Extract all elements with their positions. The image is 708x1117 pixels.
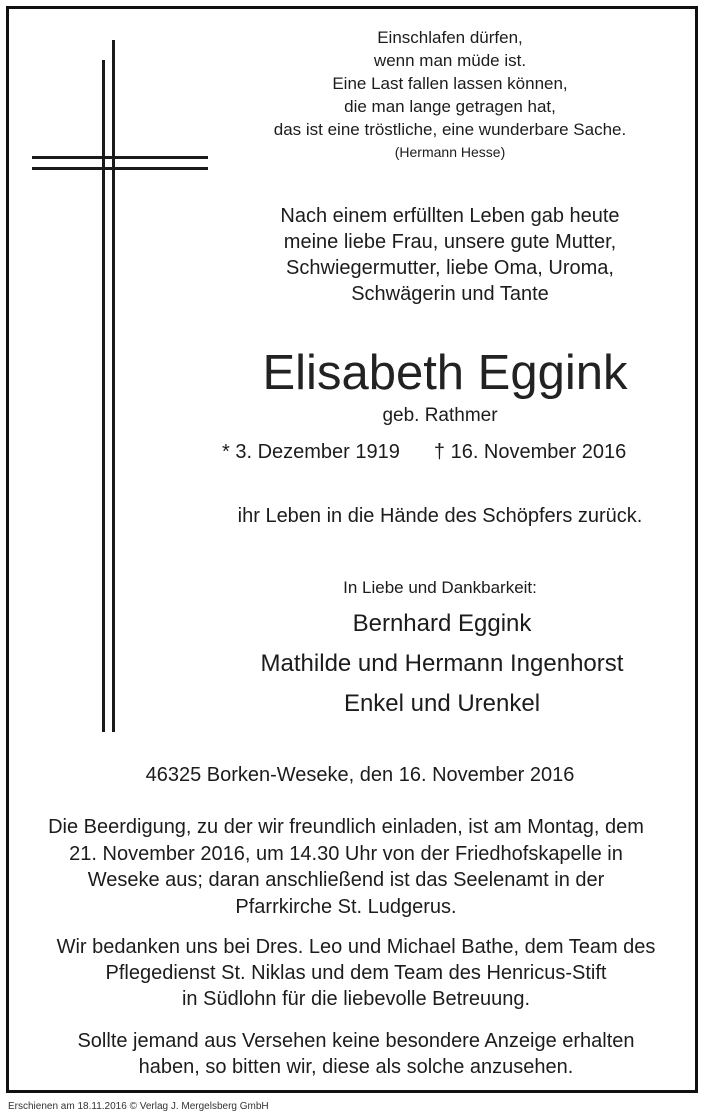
gratitude-line: Wir bedanken uns bei Dres. Leo und Michael Bathe, dem Team des [56, 936, 656, 958]
funeral-line: Die Beerdigung, zu der wir freundlich einladen, ist am Montag, dem [48, 816, 644, 838]
intro-line: Schwägerin und Tante [351, 283, 549, 305]
gratitude-block [16, 934, 696, 1012]
deceased-name: Elisabeth Eggink [262, 346, 628, 400]
intro-block [240, 203, 660, 307]
mourner-name: Mathilde und Hermann Ingenhorst [260, 650, 624, 677]
return-line: ihr Leben in die Hände des Schöpfers zurück. [237, 505, 643, 527]
poem-line: die man lange getragen hat, [344, 97, 556, 116]
poem-block [240, 26, 660, 163]
mourners-intro: In Liebe und Dankbarkeit: [343, 578, 537, 597]
place-date: 46325 Borken-Weseke, den 16. November 2016 [145, 764, 575, 786]
mourner-name: Bernhard Eggink [352, 610, 532, 637]
gratitude-line: in Südlohn für die liebevolle Betreuung. [181, 988, 531, 1010]
funeral-line: Pfarrkirche St. Ludgerus. [235, 895, 457, 918]
funeral-line: 21. November 2016, um 14.30 Uhr von der Friedhofskapelle in [69, 842, 623, 865]
mourners-list [212, 604, 672, 724]
gratitude-line: Pflegedienst St. Niklas und dem Team des Henricus-Stift [105, 962, 607, 984]
poem-line: Einschlafen dürfen, [377, 28, 523, 47]
publication-footer: Erschienen am 18.11.2016 © Verlag J. Mergelsberg GmbH [8, 1101, 269, 1112]
funeral-line: Weseke aus; daran anschließend ist das Seelenamt in der [87, 869, 605, 891]
poem-line: wenn man müde ist. [373, 51, 527, 70]
birth-name: geb. Rathmer [382, 405, 498, 426]
death-date: † 16. November 2016 [433, 441, 627, 463]
poem-line: Eine Last fallen lassen können, [332, 74, 568, 93]
birth-date: * 3. Dezember 1919 [222, 441, 400, 463]
poem-line: das ist eine tröstliche, eine wunderbare Sache. [273, 120, 627, 139]
intro-line: Schwiegermutter, liebe Oma, Uroma, [286, 257, 614, 279]
intro-line: Nach einem erfüllten Leben gab heute [280, 205, 620, 227]
mourner-name: Enkel und Urenkel [343, 690, 541, 717]
notice-line: haben, so bitten wir, diese als solche anzusehen. [138, 1056, 574, 1078]
intro-line: meine liebe Frau, unsere gute Mutter, [283, 231, 617, 253]
notice-block [16, 1028, 696, 1080]
funeral-block [16, 814, 676, 920]
poem-author: (Hermann Hesse) [394, 144, 506, 160]
life-dates [222, 439, 626, 465]
notice-line: Sollte jemand aus Versehen keine besondere Anzeige erhalten [77, 1030, 635, 1052]
